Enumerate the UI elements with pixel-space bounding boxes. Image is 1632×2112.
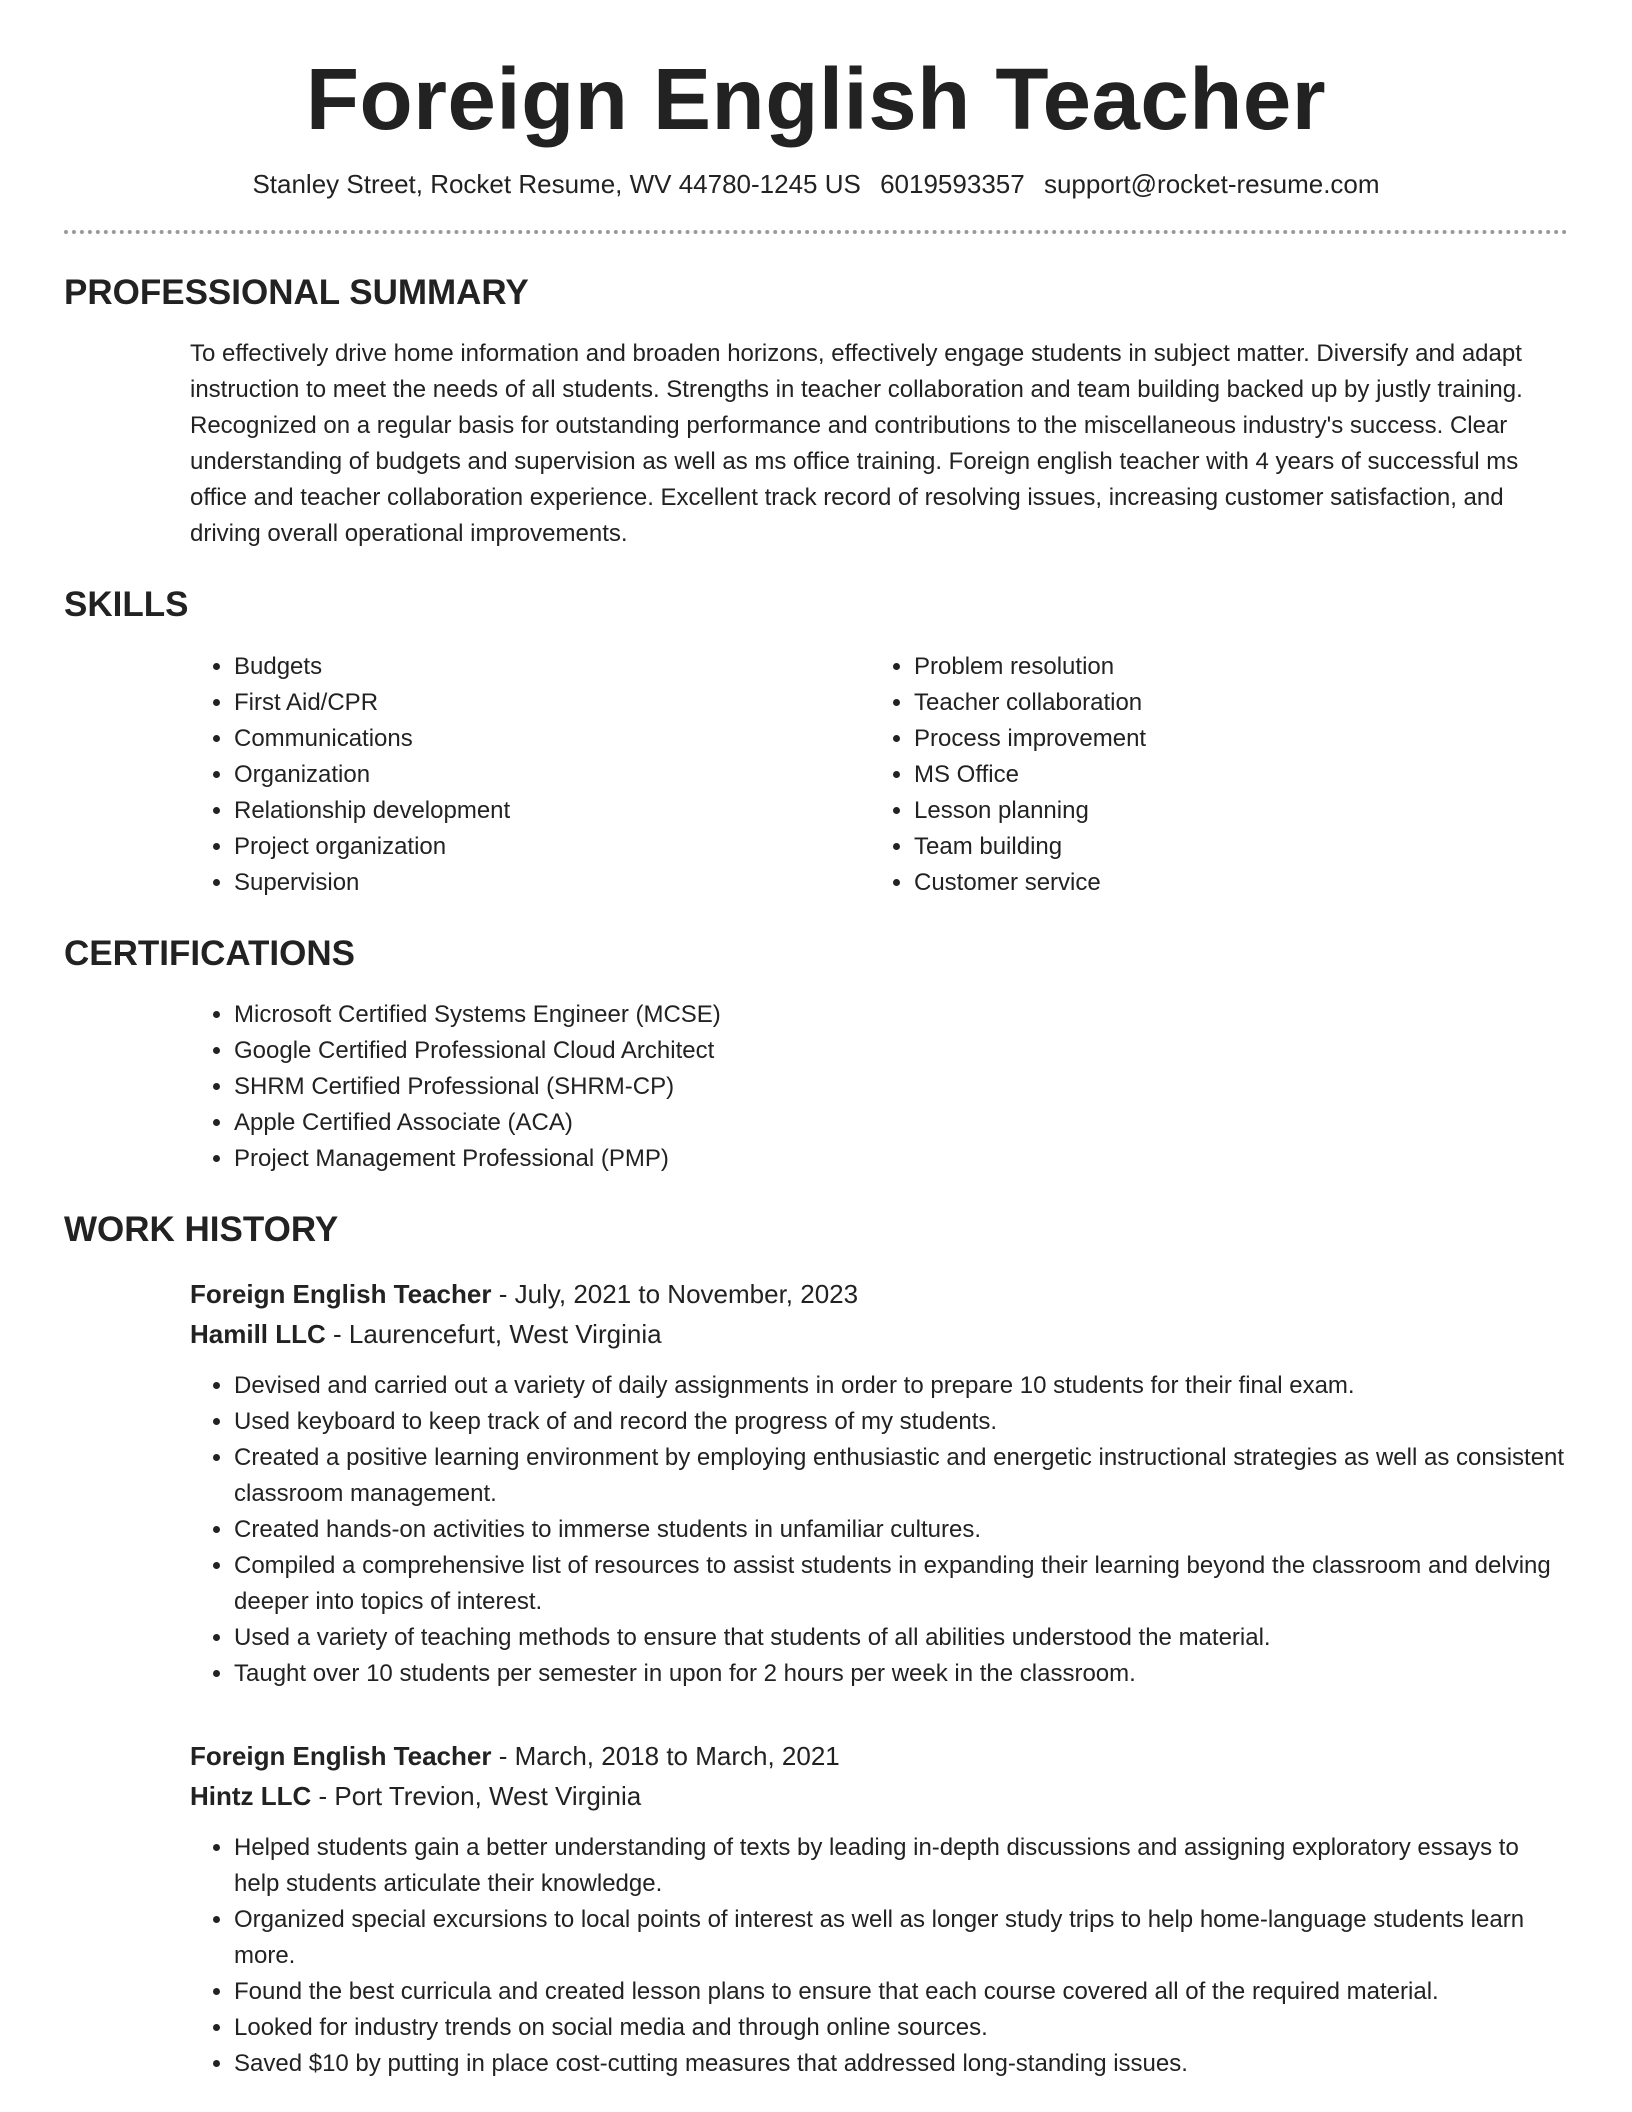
work-history-section [64, 1211, 1568, 2082]
skill-item: • Relationship development [234, 793, 870, 829]
skill-item: • Teacher collaboration [914, 685, 1550, 721]
job-location: - Laurencefurt, West Virginia [325, 1318, 662, 1349]
job-bullet: • Organized special excursions to local points of interest as well as longer study trips to help home-language students learn more. [234, 1902, 1568, 1974]
certification-item: • Apple Certified Associate (ACA) [234, 1105, 1568, 1141]
header-divider [64, 230, 1568, 234]
job-bullet: • Devised and carried out a variety of daily assignments in order to prepare 10 students for their final exam. [234, 1368, 1568, 1404]
job-entry [190, 1736, 1568, 2082]
job-company: Hintz LLC [190, 1780, 312, 1811]
certification-item: • Microsoft Certified Systems Engineer (MCSE) [234, 997, 1568, 1033]
job-bullet: • Found the best curricula and created lesson plans to ensure that each course covered all of the required material. [234, 1974, 1568, 2010]
job-bullet: • Looked for industry trends on social media and through online sources. [234, 2010, 1568, 2046]
contact-address: Stanley Street, Rocket Resume, WV 44780-1245 US [252, 169, 861, 200]
job-role: Foreign English Teacher [190, 1740, 492, 1771]
resume-header [64, 50, 1568, 202]
job-bullet: • Saved $10 by putting in place cost-cutting measures that addressed long-standing issues. [234, 2046, 1568, 2082]
certifications-section [64, 935, 1568, 1178]
summary-section [64, 274, 1568, 553]
job-dates: - March, 2018 to March, 2021 [491, 1740, 840, 1771]
job-bullet: • Compiled a comprehensive list of resources to assist students in expanding their learning beyond the classroom and delving deeper into topics of interest. [234, 1548, 1568, 1620]
skill-item: • Problem resolution [914, 649, 1550, 685]
job-role: Foreign English Teacher [190, 1278, 492, 1309]
skill-item: • Budgets [234, 649, 870, 685]
job-location: - Port Trevion, West Virginia [311, 1780, 642, 1811]
contact-phone: 6019593357 [880, 169, 1025, 200]
certification-item: • Project Management Professional (PMP) [234, 1141, 1568, 1177]
skills-section [64, 586, 1568, 901]
skill-item: • Organization [234, 757, 870, 793]
certifications-title: CERTIFICATIONS [64, 933, 356, 973]
skill-item: • MS Office [914, 757, 1550, 793]
job-title-line [190, 1736, 1568, 1776]
job-entry [190, 1274, 1568, 1692]
skill-item: • First Aid/CPR [234, 685, 870, 721]
job-company: Hamill LLC [190, 1318, 326, 1349]
certifications-list [190, 997, 1568, 1177]
skill-item: • Project organization [234, 829, 870, 865]
skills-list-right [870, 649, 1550, 901]
job-bullet: • Used a variety of teaching methods to ensure that students of all abilities understood the material. [234, 1620, 1568, 1656]
job-title-line [190, 1274, 1568, 1314]
job-bullet: • Taught over 10 students per semester in upon for 2 hours per week in the classroom. [234, 1656, 1568, 1692]
summary-text: To effectively drive home information and broaden horizons, effectively engage students in subject matter. Diversify and adapt instruction to meet the needs of all students. Strengths in teacher collaboration and team building backed up by justly training. Recognized on a regular basis for outstanding performance and contributions to the miscellaneous industry's success. Clear understanding of budgets and supervision as well as ms office training. Foreign english teacher with 4 years of successful ms office and teacher collaboration experience. Excellent track record of resolving issues, increasing customer satisfaction, and driving overall operational improvements. [190, 340, 1523, 548]
summary-title: PROFESSIONAL SUMMARY [64, 272, 529, 312]
certification-item: • SHRM Certified Professional (SHRM-CP) [234, 1069, 1568, 1105]
certification-item: • Google Certified Professional Cloud Architect [234, 1033, 1568, 1069]
job-bullets [190, 1368, 1568, 1692]
job-bullet: • Used keyboard to keep track of and record the progress of my students. [234, 1404, 1568, 1440]
job-company-line [190, 1314, 1568, 1354]
job-bullet: • Helped students gain a better understanding of texts by leading in-depth discussions and assigning exploratory essays to help students articulate their knowledge. [234, 1830, 1568, 1902]
contact-email: support@rocket-resume.com [1043, 169, 1380, 200]
skill-item: • Team building [914, 829, 1550, 865]
skill-item: • Process improvement [914, 721, 1550, 757]
skill-item: • Supervision [234, 865, 870, 901]
job-company-line [190, 1776, 1568, 1816]
contact-line [64, 168, 1568, 202]
skill-item: • Customer service [914, 865, 1550, 901]
candidate-name: Foreign English Teacher [305, 51, 1327, 148]
work-history-title: WORK HISTORY [64, 1210, 339, 1250]
skills-title: SKILLS [64, 585, 189, 625]
job-dates: - July, 2021 to November, 2023 [491, 1278, 859, 1309]
skill-item: • Communications [234, 721, 870, 757]
skill-item: • Lesson planning [914, 793, 1550, 829]
job-bullet: • Created hands-on activities to immerse students in unfamiliar cultures. [234, 1512, 1568, 1548]
skills-list-left [190, 649, 870, 901]
job-bullets [190, 1830, 1568, 2082]
job-bullet: • Created a positive learning environment by employing enthusiastic and energetic instructional strategies as well as consistent classroom management. [234, 1440, 1568, 1512]
